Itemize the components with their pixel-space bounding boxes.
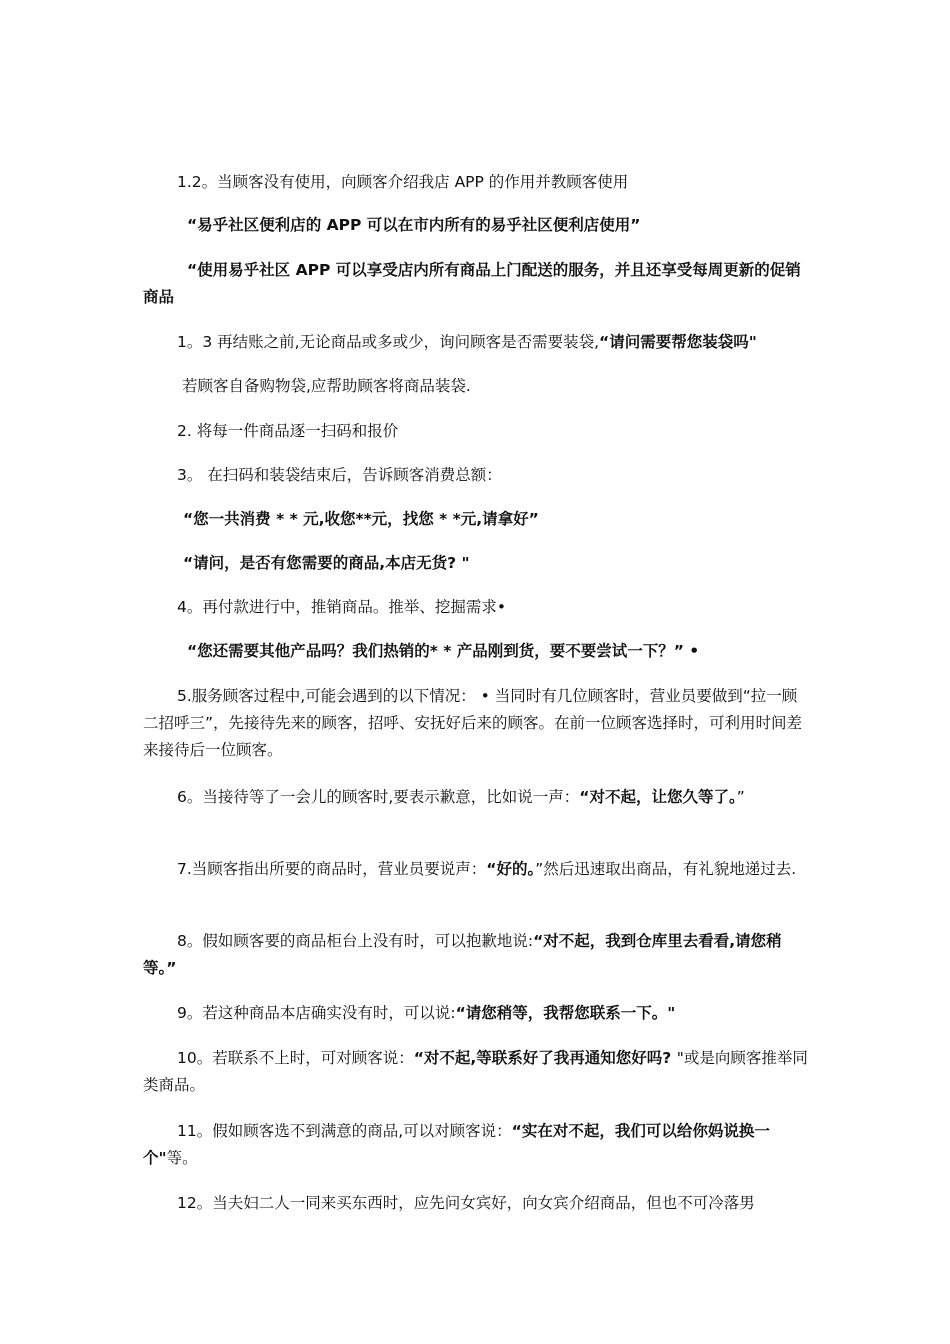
text-run-bold: “请问，是否有您需要的商品,本店无货? " xyxy=(183,554,470,572)
text-run-bold: “使用易乎社区 APP 可以享受店内所有商品上门配送的服务，并且还享受每周更新的促销商品 xyxy=(143,261,801,306)
text-run-bold: “请问需要帮您装袋吗" xyxy=(599,333,757,351)
text-run-bold: “您一共消费 * * 元,收您**元，找您 * *元,请拿好” xyxy=(183,510,539,528)
paragraph-5-situations xyxy=(143,683,808,764)
text-run: 6。当接待等了一会儿的顾客时,要表示歉意，比如说一声： xyxy=(177,788,580,806)
paragraph-no-stock-quote xyxy=(183,550,813,577)
text-run-bold: “好的。 xyxy=(486,860,536,878)
paragraph-2-scan xyxy=(177,418,807,445)
text-run: ”然后迅速取出商品，有礼貌地递过去. xyxy=(535,860,797,878)
text-run: 9。若这种商品本店确实没有时，可以说: xyxy=(177,1004,456,1022)
paragraph-1-3-bagging xyxy=(177,329,817,356)
paragraph-10-notify xyxy=(143,1045,808,1099)
text-run: 8。假如顾客要的商品柜台上没有时，可以抱歉地说: xyxy=(177,932,534,950)
paragraph-own-bag xyxy=(182,373,812,400)
text-run: 2. 将每一件商品逐一扫码和报价 xyxy=(177,422,399,440)
text-run: "或是向顾客推举同类商品。 xyxy=(143,1049,808,1094)
paragraph-app-quote-1 xyxy=(187,212,817,239)
paragraph-7-point-out xyxy=(143,856,808,883)
text-run-bold: “您还需要其他产品吗？我们热销的* * 产品刚到货，要不要尝试一下？” • xyxy=(187,642,700,660)
paragraph-11-unsatisfied xyxy=(143,1118,808,1172)
paragraph-8-warehouse xyxy=(143,928,808,982)
text-run: 1。3 再结账之前,无论商品或多或少，询问顾客是否需要装袋, xyxy=(177,333,600,351)
text-run-bold: “请您稍等，我帮您联系一下。" xyxy=(455,1004,676,1022)
text-run: 4。再付款进行中，推销商品。推举、挖掘需求• xyxy=(177,598,507,616)
paragraph-6-apology xyxy=(143,784,808,811)
text-run: 11。假如顾客选不到满意的商品,可以对顾客说： xyxy=(177,1122,512,1140)
text-run: ” xyxy=(736,788,745,806)
text-run: 7.当顾客指出所要的商品时，营业员要说声： xyxy=(177,860,487,878)
text-run: 12。当夫妇二人一同来买东西时，应先问女宾好，向女宾介绍商品，但也不可冷落男 xyxy=(177,1194,755,1212)
text-run-bold: “实在对不起，我们可以给你妈说换一个" xyxy=(143,1122,770,1167)
text-run: 5.服务顾客过程中,可能会遇到的以下情况： • 当同时有几位顾客时，营业员要做到“拉一顾二招呼三”，先接待先来的顾客，招呼、安抚好后来的顾客。在前一位顾客选择时，可利用时间差来接待后一位顾客。 xyxy=(143,687,803,759)
text-run-bold: “对不起，让您久等了。 xyxy=(579,788,737,806)
paragraph-app-quote-2 xyxy=(143,257,808,311)
text-run: 3。 在扫码和装袋结束后，告诉顾客消费总额： xyxy=(177,466,502,484)
paragraph-9-contact xyxy=(143,1000,808,1027)
paragraph-total-quote xyxy=(183,506,813,533)
text-run-bold: “易乎社区便利店的 APP 可以在市内所有的易乎社区便利店使用” xyxy=(187,216,641,234)
text-run: 10。若联系不上时，可对顾客说： xyxy=(177,1049,414,1067)
text-run-bold: “对不起，我到仓库里去看看,请您稍等。” xyxy=(143,932,782,977)
text-run: 1.2。当顾客没有使用，向顾客介绍我店 APP 的作用并教顾客使用 xyxy=(177,173,629,191)
paragraph-1-2-app-intro xyxy=(177,169,817,196)
text-run-bold: “对不起,等联系好了我再通知您好吗? xyxy=(413,1049,677,1067)
paragraph-4-upsell xyxy=(177,594,807,621)
paragraph-upsell-quote xyxy=(187,638,817,665)
paragraph-12-couple xyxy=(143,1190,808,1217)
text-run: 等。 xyxy=(166,1149,198,1167)
text-run: 若顾客自备购物袋,应帮助顾客将商品装袋. xyxy=(182,377,471,395)
paragraph-3-total xyxy=(177,462,807,489)
